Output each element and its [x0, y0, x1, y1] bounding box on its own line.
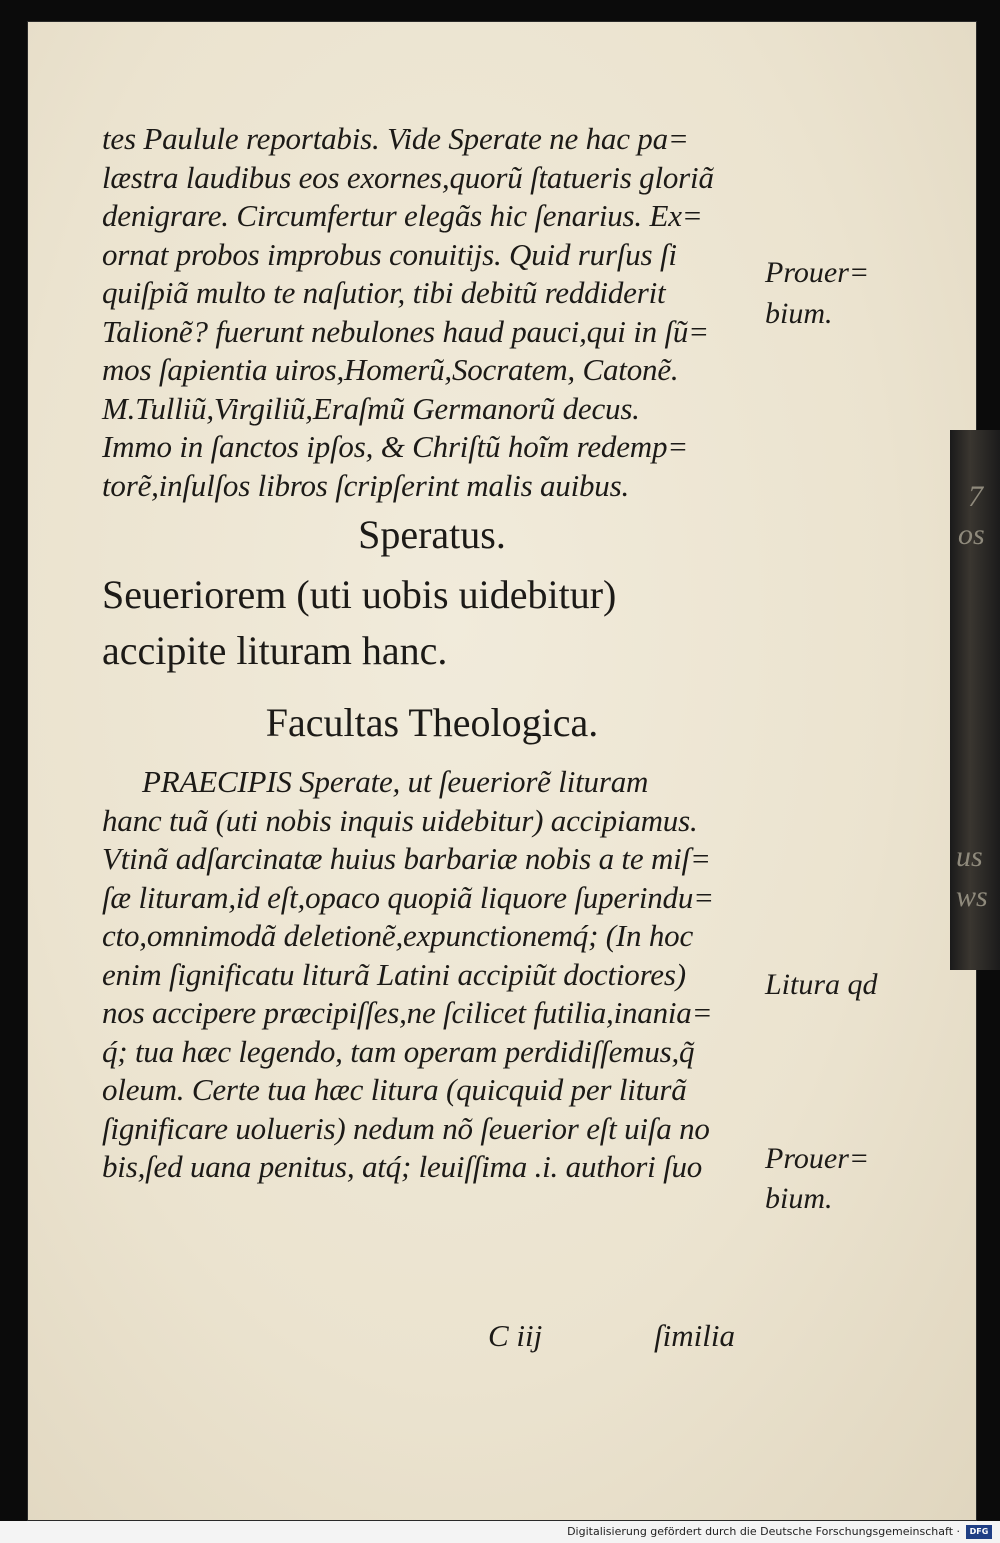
speaker-heading-facultas: Facultas Theologica.: [265, 700, 599, 745]
text-line: quiſpiã multo te naſutior, tibi debitũ reddiderit: [102, 275, 666, 310]
text-line: Immo in ſanctos ipſos, & Chriſtũ hoĩm redemp=: [102, 429, 688, 464]
speratus-line: Seueriorem (uti uobis uidebitur): [102, 572, 617, 617]
facing-page-fragment: ws: [956, 880, 988, 913]
text-line: Vtinã adſarcinatæ huius barbariæ nobis a te miſ=: [102, 841, 711, 876]
dfg-logo-icon: DFG: [966, 1525, 992, 1539]
text-line: ornat probos improbus conuitijs. Quid rurſus ſi: [102, 236, 677, 272]
facing-page-edge: [950, 430, 1000, 970]
facing-page-fragment: us: [956, 840, 983, 873]
text-line: ſæ lituram,id eſt,opaco quopiã liquore ſuperindu=: [102, 879, 714, 915]
text-line: PRAECIPIS Sperate, ut ſeueriorẽ lituram: [142, 764, 649, 799]
text-line: mos ſapientia uiros,Homerũ,Socratem, Catonẽ.: [102, 352, 679, 387]
speratus-line: accipite lituram hanc.: [102, 628, 448, 673]
text-line: enim ſignificatu liturã Latini accipiũt doctiores): [102, 956, 686, 992]
facing-page-fragment: os: [958, 518, 985, 551]
margin-note: Litura qd: [765, 968, 878, 1001]
digitization-footer: [0, 1521, 1000, 1543]
text-line: nos accipere præcipiſſes,ne ſcilicet futilia,inania=: [102, 995, 713, 1030]
margin-note: Prouer=: [765, 1142, 870, 1175]
text-line: cto,omnimodã deletionẽ,expunctionemq́; (In hoc: [102, 918, 694, 953]
catchword: ſimilia: [654, 1318, 735, 1353]
speaker-heading-speratus: Speratus.: [358, 512, 506, 557]
margin-note: Prouer=: [765, 256, 870, 289]
text-line: Talionẽ? fuerunt nebulones haud pauci,qui in ſũ=: [102, 313, 709, 349]
text-line: denigrare. Circumfertur elegãs hic ſenarius. Ex=: [102, 198, 703, 233]
text-line: q́; tua hæc legendo, tam operam perdidiſſemus,q̃: [102, 1033, 695, 1069]
text-line: ſignificare uolueris) nedum nõ ſeuerior eſt uiſa no: [102, 1110, 710, 1146]
text-line: hanc tuã (uti nobis inquis uidebitur) accipiamus.: [102, 802, 698, 838]
signature-mark: C iij: [488, 1318, 543, 1353]
facing-page-fragment: 7: [968, 480, 983, 513]
footer-text: Digitalisierung gefördert durch die Deutsche Forschungsgemeinschaft ·: [567, 1525, 960, 1538]
margin-note: bium.: [765, 1182, 833, 1215]
text-line: tes Paulule reportabis. Vide Sperate ne hac pa=: [102, 121, 689, 156]
text-line: torẽ,inſulſos libros ſcripſerint malis auibus.: [102, 467, 630, 503]
text-line: læstra laudibus eos exornes,quorũ ſtatueris gloriã: [102, 159, 714, 195]
margin-note: bium.: [765, 297, 833, 330]
text-line: M.Tulliũ,Virgiliũ,Eraſmũ Germanorũ decus.: [102, 390, 640, 426]
text-line: oleum. Certe tua hæc litura (quicquid per liturã: [102, 1072, 687, 1107]
main-text-block: [102, 120, 762, 1187]
text-line: bis,ſed uana penitus, atq́; leuiſſima .i. authori ſuo: [102, 1149, 703, 1184]
